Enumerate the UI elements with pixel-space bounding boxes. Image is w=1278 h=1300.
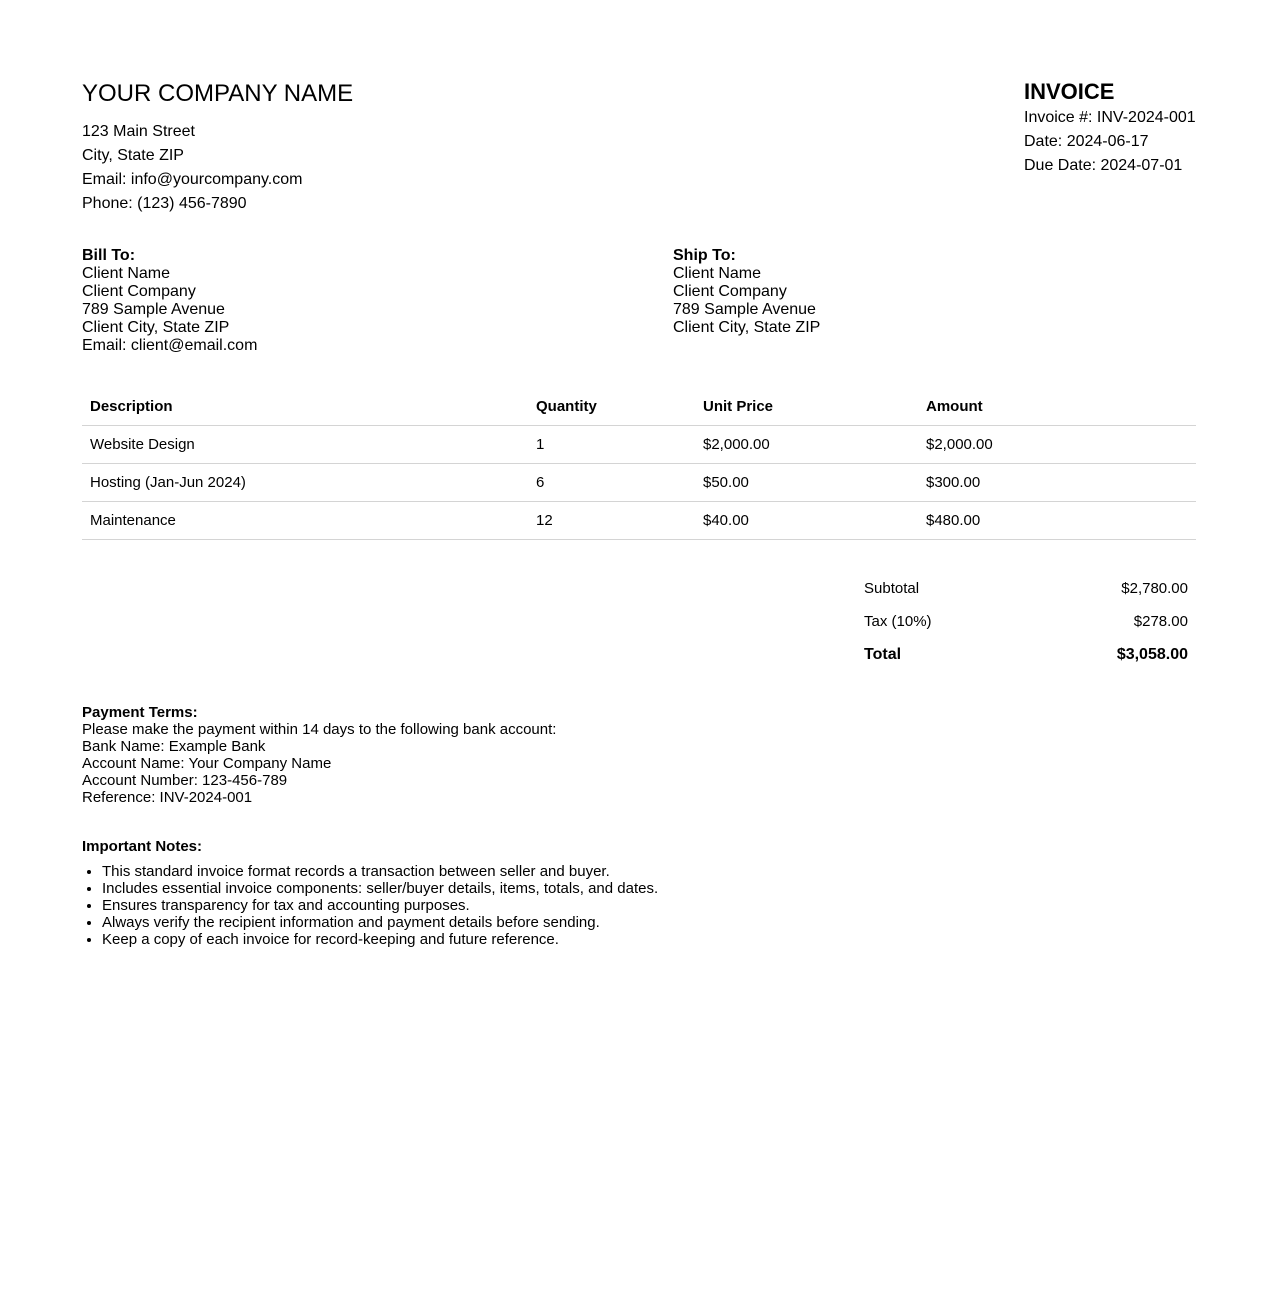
total-label: Total: [864, 645, 902, 663]
company-phone: Phone: (123) 456-7890: [82, 195, 247, 212]
cell-unit-price: $50.00: [695, 464, 918, 502]
table-row: [82, 464, 1196, 502]
cell-amount: $480.00: [918, 502, 1196, 540]
company-email: Email: info@yourcompany.com: [82, 171, 303, 188]
cell-quantity: 12: [528, 502, 695, 540]
payment-terms-line: Account Name: Your Company Name: [82, 755, 332, 772]
totals-table: [856, 572, 1196, 671]
payment-terms-section: [82, 704, 556, 806]
cell-unit-price: $2,000.00: [695, 426, 918, 464]
header-unit-price: Unit Price: [695, 388, 918, 426]
bill-to-line: Client Company: [82, 283, 196, 300]
list-item: • Always verify the recipient information and payment details before sending.: [102, 914, 658, 931]
table-row: [82, 426, 1196, 464]
bill-to-line: 789 Sample Avenue: [82, 301, 225, 318]
bill-to-section: [82, 247, 257, 355]
subtotal-row: [856, 572, 1196, 605]
ship-to-line: 789 Sample Avenue: [673, 301, 816, 318]
ship-to-title: Ship To:: [673, 247, 736, 264]
company-address: [82, 120, 302, 216]
table-row: [82, 502, 1196, 540]
cell-description: Hosting (Jan-Jun 2024): [82, 464, 528, 502]
bill-to-line: Client Name: [82, 265, 171, 282]
cell-amount: $300.00: [918, 464, 1196, 502]
invoice-title: INVOICE: [1024, 79, 1115, 104]
payment-terms-line: Bank Name: Example Bank: [82, 738, 266, 755]
table-header-row: [82, 388, 1196, 426]
header-amount: Amount: [918, 388, 1196, 426]
ship-to-line: Client City, State ZIP: [673, 319, 821, 336]
list-item: • This standard invoice format records a transaction between seller and buyer.: [102, 863, 658, 880]
company-name: YOUR COMPANY NAME: [82, 80, 354, 107]
cell-description: Website Design: [82, 426, 528, 464]
tax-row: [856, 605, 1196, 638]
list-item: • Includes essential invoice components: seller/buyer details, items, totals, and dates.: [102, 880, 658, 897]
payment-terms-line: Please make the payment within 14 days to the following bank account:: [82, 721, 557, 738]
invoice-meta: [1024, 78, 1224, 178]
invoice-due-date: Due Date: 2024-07-01: [1024, 157, 1183, 174]
payment-terms-title: Payment Terms:: [82, 704, 198, 721]
payment-terms-line: Account Number: 123-456-789: [82, 772, 288, 789]
company-street: 123 Main Street: [82, 123, 195, 140]
total-row: [856, 638, 1196, 671]
cell-quantity: 1: [528, 426, 695, 464]
cell-amount: $2,000.00: [918, 426, 1196, 464]
subtotal-value: $2,780.00: [1121, 580, 1188, 597]
tax-value: $278.00: [1133, 613, 1188, 630]
invoice-number: Invoice #: INV-2024-001: [1024, 109, 1196, 126]
notes-title: Important Notes:: [82, 838, 202, 855]
ship-to-line: Client Company: [673, 283, 787, 300]
invoice-date: Date: 2024-06-17: [1024, 133, 1149, 150]
header-description: Description: [82, 388, 528, 426]
bill-to-line: Client City, State ZIP: [82, 319, 230, 336]
important-notes-section: [82, 838, 658, 948]
header-quantity: Quantity: [528, 388, 695, 426]
bill-to-title: Bill To:: [82, 247, 136, 264]
bill-to-line: Email: client@email.com: [82, 337, 258, 354]
ship-to-line: Client Name: [673, 265, 762, 282]
list-item: • Keep a copy of each invoice for record-keeping and future reference.: [102, 931, 658, 948]
items-table: [82, 388, 1196, 540]
payment-terms-line: Reference: INV-2024-001: [82, 789, 253, 806]
tax-label: Tax (10%): [864, 613, 932, 630]
company-city: City, State ZIP: [82, 147, 184, 164]
list-item: • Ensures transparency for tax and accounting purposes.: [102, 897, 658, 914]
cell-unit-price: $40.00: [695, 502, 918, 540]
subtotal-label: Subtotal: [864, 580, 920, 597]
cell-description: Maintenance: [82, 502, 528, 540]
notes-list: [82, 863, 658, 948]
ship-to-section: [673, 247, 820, 337]
total-value: $3,058.00: [1116, 645, 1188, 663]
cell-quantity: 6: [528, 464, 695, 502]
